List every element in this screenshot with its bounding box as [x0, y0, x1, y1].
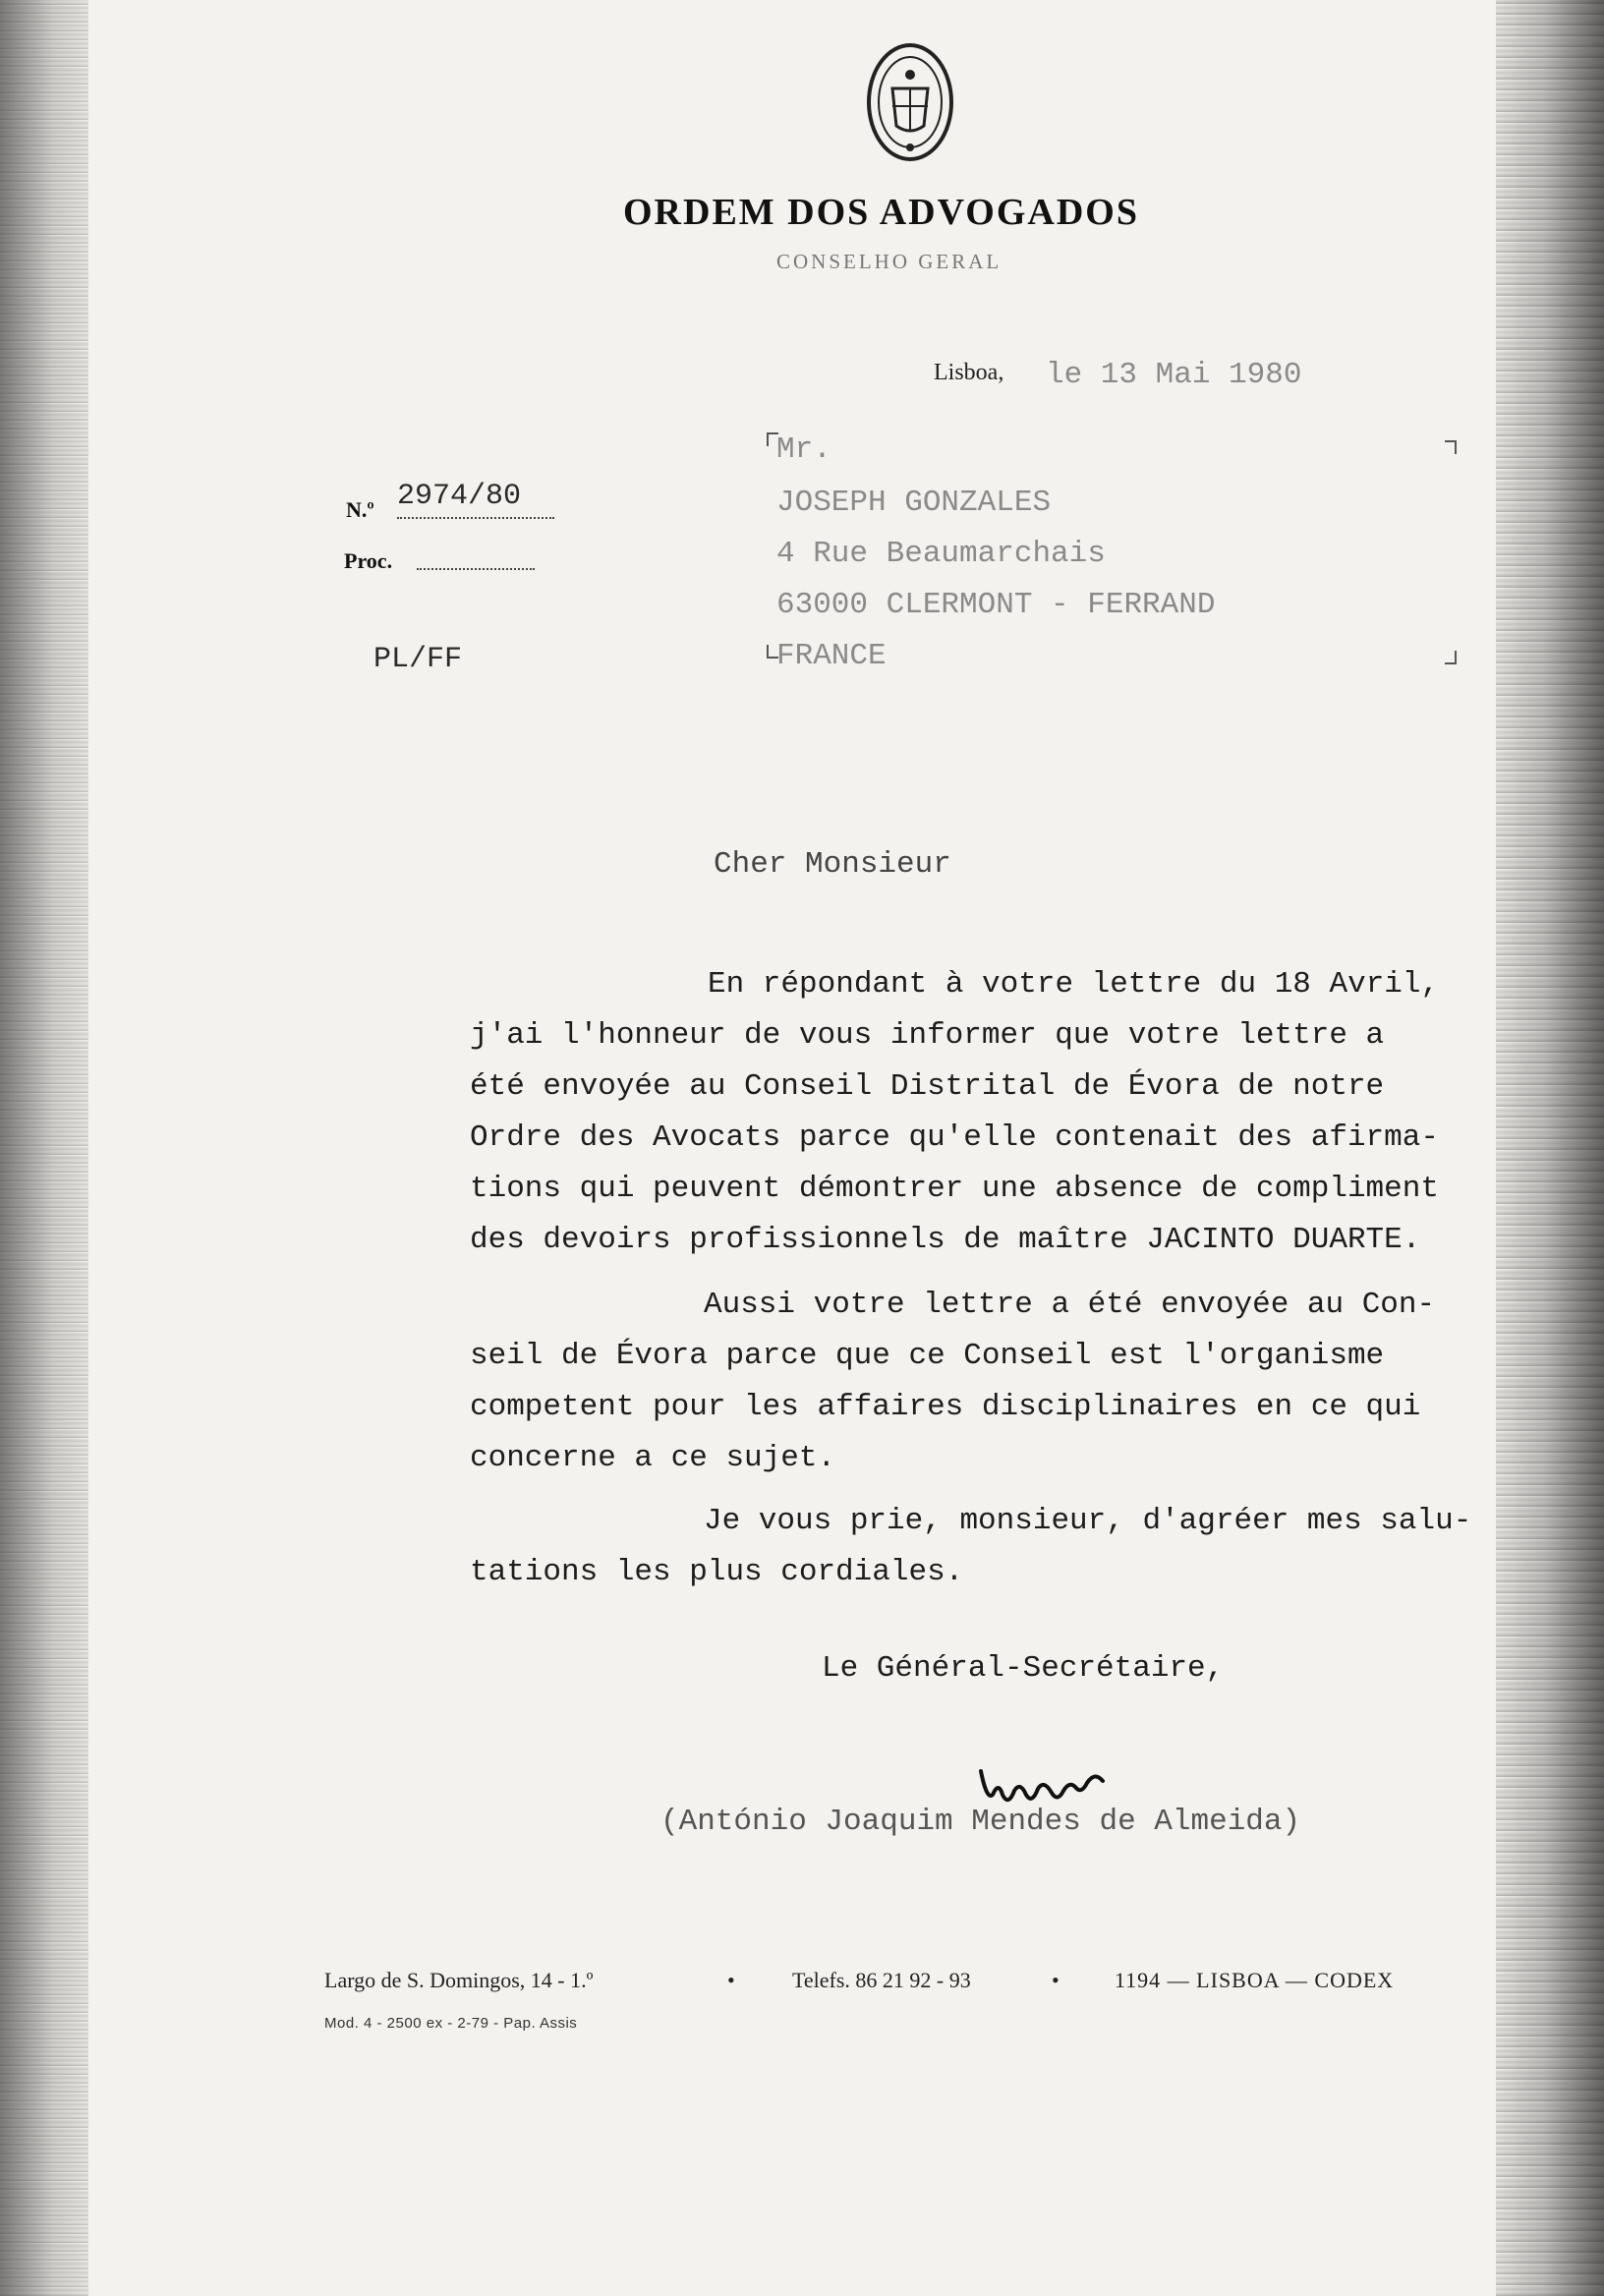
recipient-country: FRANCE [776, 639, 887, 673]
seal-logo [863, 41, 957, 171]
closing-title: Le Général-Secrétaire, [822, 1651, 1225, 1686]
proc-label: Proc. [344, 548, 393, 573]
recipient-name: JOSEPH GONZALES [776, 486, 1052, 520]
number-label: N.º [346, 497, 374, 522]
paragraph1-line: tions qui peuvent démontrer une absence de compliment [470, 1172, 1439, 1206]
footer-phones: Telefs. 86 21 92 - 93 [792, 1968, 971, 1992]
footer-separator: • [727, 1968, 735, 1992]
paragraph3-line: Je vous prie, monsieur, d'agréer mes salu- [704, 1504, 1472, 1538]
paragraph2-line: Aussi votre lettre a été envoyée au Con- [704, 1288, 1436, 1322]
address-corner-top-right [1445, 440, 1457, 454]
footer-form-info: Mod. 4 - 2500 ex - 2-79 - Pap. Assis [324, 2015, 578, 2032]
org-subtitle: CONSELHO GERAL [776, 250, 1002, 273]
footer-separator: • [1052, 1968, 1060, 1992]
footer-city: 1194 — LISBOA — CODEX [1115, 1968, 1395, 1992]
proc-underline [417, 539, 535, 570]
paragraph1-line: des devoirs profissionnels de maître JACINTO DUARTE. [470, 1223, 1421, 1257]
handwritten-signature [973, 1751, 1120, 1810]
date-value: le 13 Mai 1980 [1046, 358, 1302, 392]
photocopy-edge-right [1496, 0, 1604, 2296]
paragraph1-line: Ordre des Avocats parce qu'elle contenait des afirma- [470, 1120, 1439, 1155]
paragraph1-line: été envoyée au Conseil Distrital de Évora de notre [470, 1069, 1385, 1104]
paragraph2-line: competent pour les affaires disciplinaires en ce qui [470, 1390, 1421, 1424]
paragraph2-line: concerne a ce sujet. [470, 1441, 836, 1475]
recipient-street: 4 Rue Beaumarchais [776, 537, 1106, 571]
paragraph1-line: En répondant à votre lettre du 18 Avril, [708, 967, 1440, 1002]
paragraph2-line: seil de Évora parce que ce Conseil est l'organisme [470, 1339, 1385, 1373]
signatory-name: (António Joaquim Mendes de Almeida) [660, 1805, 1301, 1839]
date-label: Lisboa, [934, 360, 1004, 385]
recipient-title: Mr. [776, 432, 831, 467]
paragraph1-line: j'ai l'honneur de vous informer que votre lettre a [470, 1018, 1385, 1053]
salutation: Cher Monsieur [714, 847, 951, 882]
address-corner-bottom-right [1445, 651, 1457, 664]
photocopy-edge-left [0, 0, 88, 2296]
initials: PL/FF [373, 643, 463, 676]
recipient-city: 63000 CLERMONT - FERRAND [776, 588, 1216, 622]
footer-address: Largo de S. Domingos, 14 - 1.º [324, 1968, 594, 1992]
org-name: ORDEM DOS ADVOGADOS [623, 192, 1139, 233]
paragraph3-line: tations les plus cordiales. [470, 1555, 964, 1589]
number-value: 2974/80 [397, 480, 522, 513]
